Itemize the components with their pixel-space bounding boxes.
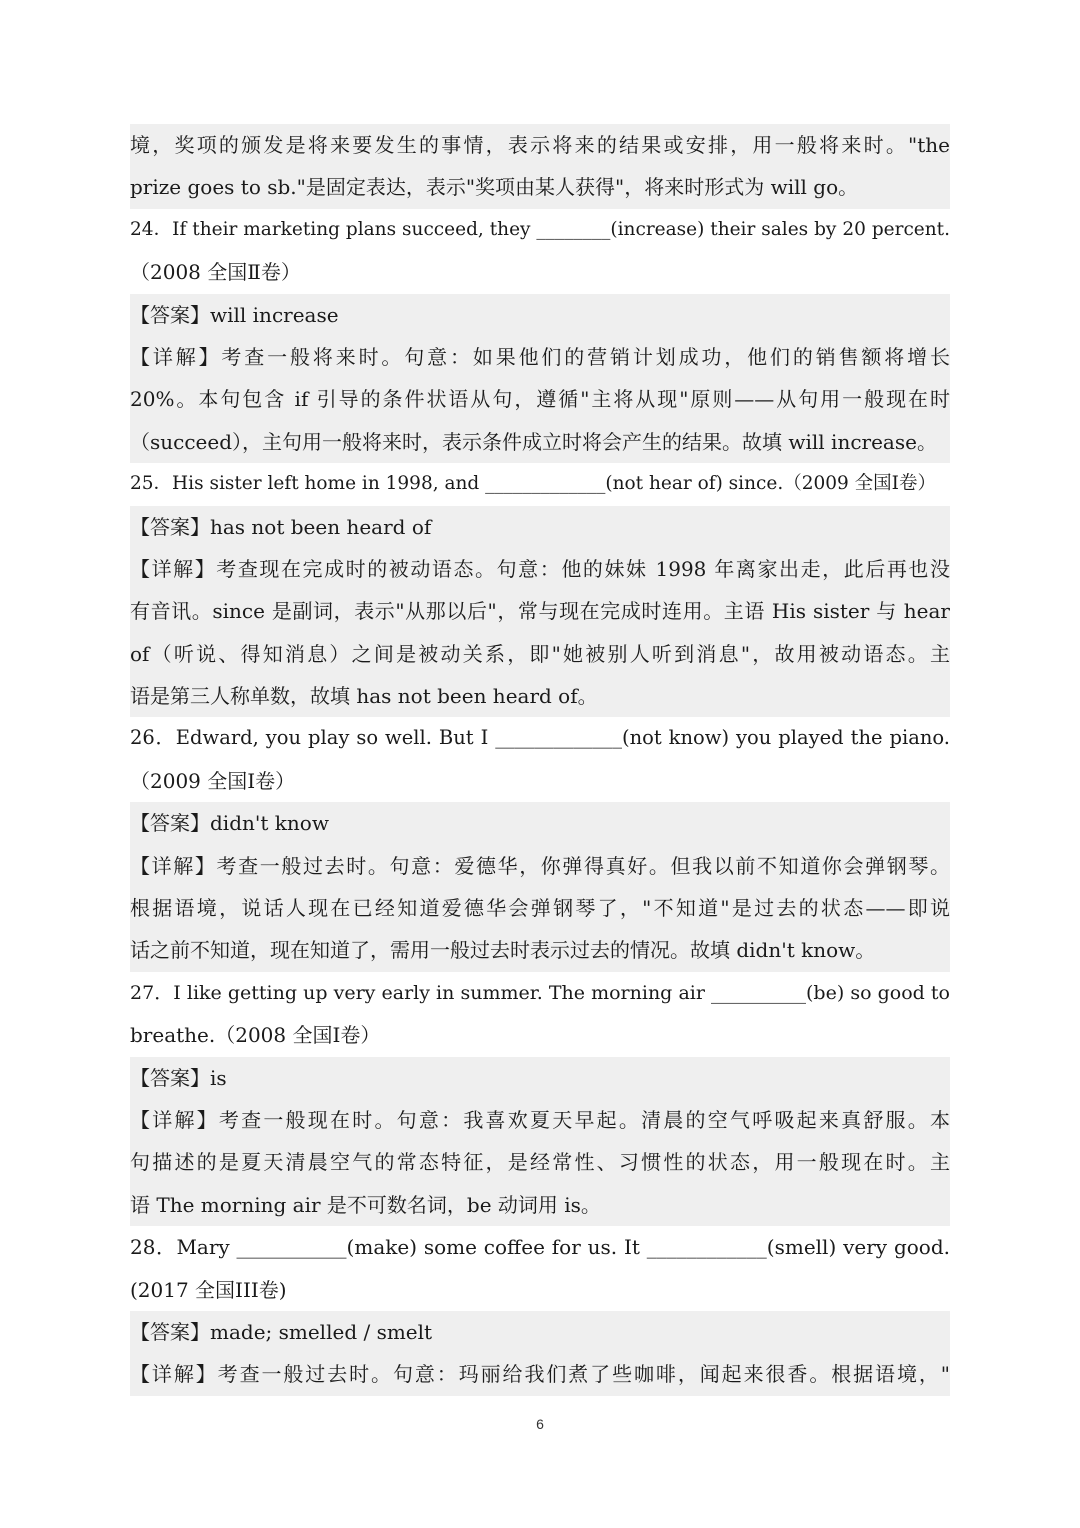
answer-line: 根据语境，说话人现在已经知道爱德华会弹钢琴了，"不知道"是过去的状态——即说 [130,887,950,929]
answer-line: 有音讯。since 是副词，表示"从那以后"，常与现在完成时连用。主语 His sister 与 hear [130,590,950,632]
answer-line: 语 The morning air 是不可数名词，be 动词用 is。 [130,1184,950,1226]
answer-line: 【答案】made; smelled / smelt [130,1311,950,1353]
question-line: 24．If their marketing plans succeed, they ________(increase) their sales by 20 percent. [130,218,950,240]
answer-line: 【详解】考查一般过去时。句意：爱德华，你弹得真好。但我以前不知道你会弹钢琴。 [130,845,950,887]
page-content [130,124,950,1396]
answer-line: 20%。本句包含 if 引导的条件状语从句，遵循"主将从现"原则——从句用一般现在时 [130,378,950,420]
answer-line: 【详解】考查现在完成时的被动语态。句意：他的妹妹 1998 年离家出走，此后再也没 [130,548,950,590]
answer-line: prize goes to sb."是固定表达，表示"奖项由某人获得"，将来时形式为 will go。 [130,166,950,208]
answer-line: 句描述的是夏天清晨空气的常态特征，是经常性、习惯性的状态，用一般现在时。主 [130,1141,950,1183]
answer-line: 境，奖项的颁发是将来要发生的事情，表示将来的结果或安排，用一般将来时。"the [130,124,950,166]
question-line: breathe.（2008 全国Ⅰ卷） [130,1023,381,1048]
answer-line: （succeed），主句用一般将来时，表示条件成立时将会产生的结果。故填 will increase。 [130,421,950,463]
answer-line: of（听说、得知消息）之间是被动关系，即"她被别人听到消息"，故用被动语态。主 [130,633,950,675]
answer-line: 【详解】考查一般过去时。句意：玛丽给我们煮了些咖啡，闻起来很香。根据语境，" [130,1353,950,1395]
question-line: 26．Edward, you play so well. But I _____________(not know) you played the piano. [130,726,950,750]
answer-line: 【详解】考查一般将来时。句意：如果他们的营销计划成功，他们的销售额将增长 [130,336,950,378]
answer-line: 【答案】didn't know [130,802,950,844]
answer-line: 【答案】has not been heard of [130,506,950,548]
question-line: 25．His sister left home in 1998, and _____________(not hear of) since.（2009 全国Ⅰ卷） [130,473,936,495]
question-line: 28．Mary ___________(make) some coffee for us. It ____________(smell) very good. [130,1235,950,1260]
answer-line: 语是第三人称单数，故填 has not been heard of。 [130,675,950,717]
answer-line: 话之前不知道，现在知道了，需用一般过去时表示过去的情况。故填 didn't know。 [130,929,950,971]
question-line: （2008 全国Ⅱ卷） [130,260,301,285]
question-line: (2017 全国III卷) [130,1277,287,1302]
question-line: （2009 全国Ⅰ卷） [130,768,296,793]
answer-line: 【答案】will increase [130,294,950,336]
answer-line: 【详解】考查一般现在时。句意：我喜欢夏天早起。清晨的空气呼吸起来真舒服。本 [130,1099,950,1141]
question-line: 27．I like getting up very early in summer. The morning air __________(be) so good to [130,981,950,1004]
page-number: 6 [536,1416,544,1432]
answer-line: 【答案】is [130,1057,950,1099]
